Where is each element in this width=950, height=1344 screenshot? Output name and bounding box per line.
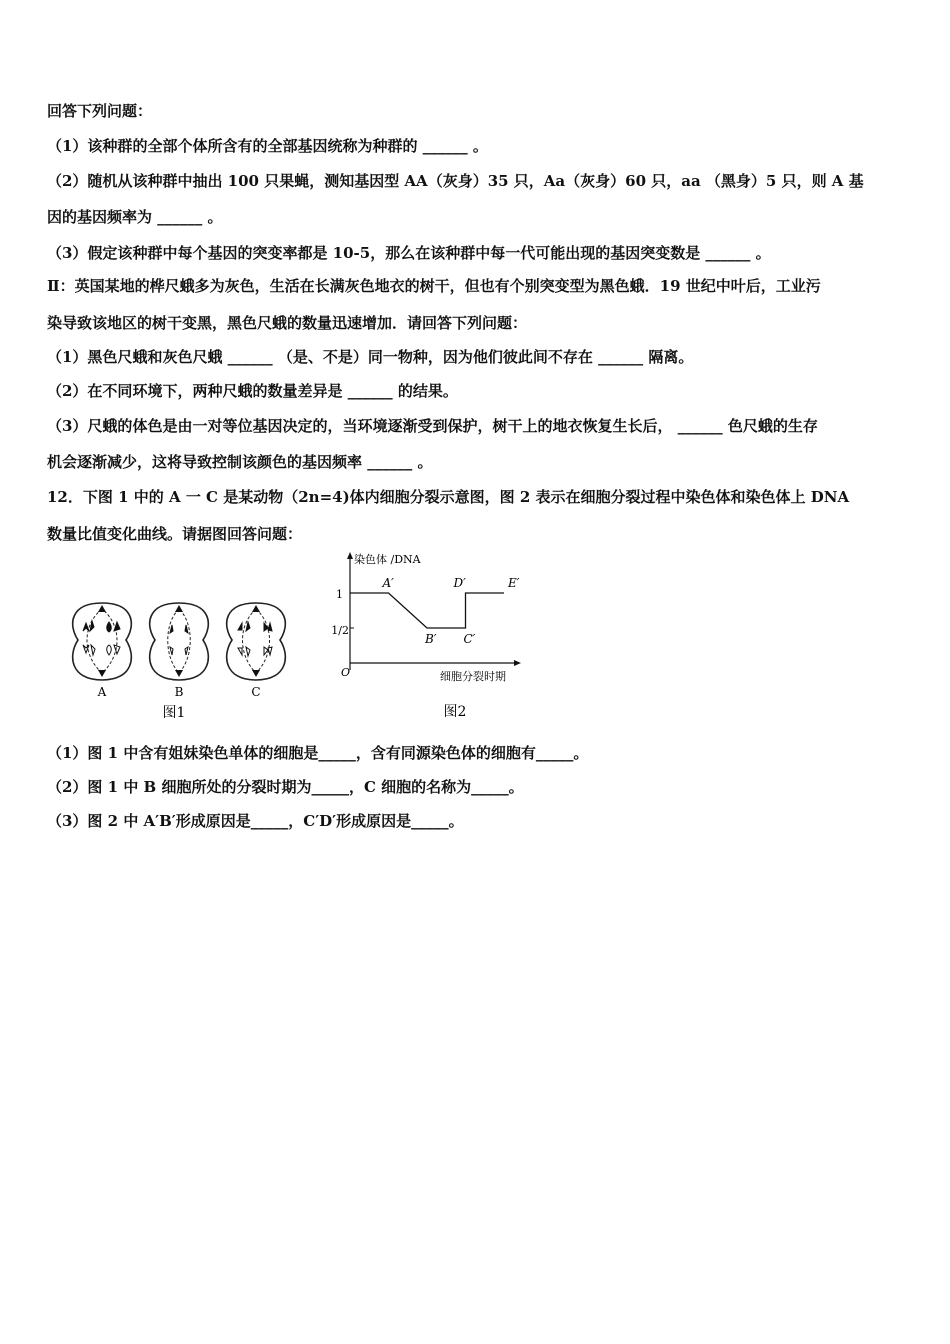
text-line: 染导致该地区的树干变黑，黑色尺蛾的数量迅速增加．请回答下列问题： <box>47 314 528 332</box>
text-line: 数量比值变化曲线。请据图回答问题： <box>47 525 303 543</box>
section-heading: Ⅱ：英国某地的桦尺蛾多为灰色，生活在长满灰色地衣的树干，但也有个别突变型为黑色蛾．19 世纪中叶后，工业污 <box>47 277 821 295</box>
origin-label: O <box>341 666 351 679</box>
question-number-line: 12．下图 1 中的 A 一 C 是某动物（2n=4)体内细胞分裂示意图，图 2 表示在细胞分裂过程中染色体和染色体上 DNA <box>47 488 850 506</box>
cell-label-b: B <box>174 685 184 699</box>
figure-1-caption: 图1 <box>162 705 186 721</box>
y-axis-label: 染色体 /DNA <box>354 553 421 566</box>
question-line: （3）尺蛾的体色是由一对等位基因决定的，当环境逐渐受到保护，树干上的地衣恢复生长后， ______ 色尺蛾的生存 <box>47 417 818 435</box>
question-line: （1）黑色尺蛾和灰色尺蛾 ______ （是、不是）同一物种，因为他们彼此间不存在 ______ 隔离。 <box>47 348 694 366</box>
text-line: 回答下列问题： <box>47 102 153 120</box>
question-line: （2）图 1 中 B 细胞所处的分裂时期为_____，C 细胞的名称为_____。 <box>47 778 524 796</box>
figure-1-cells <box>62 595 302 725</box>
question-line: 因的基因频率为 ______ 。 <box>47 208 223 226</box>
point-label: E′ <box>508 576 520 590</box>
figure-2-caption: 图2 <box>443 704 467 720</box>
y-axis-arrow <box>347 552 353 559</box>
cell-b <box>150 603 209 680</box>
question-line: （1）该种群的全部个体所含有的全部基因统称为种群的 ______ 。 <box>47 137 488 155</box>
x-axis-label: 细胞分裂时期 <box>440 670 506 683</box>
cell-label-c: C <box>251 685 261 699</box>
cell-label-a: A <box>97 685 107 699</box>
point-label: A′ <box>382 576 394 590</box>
ratio-series-line <box>350 593 504 628</box>
question-line: （2）在不同环境下，两种尺蛾的数量差异是 ______ 的结果。 <box>47 382 458 400</box>
question-line: （3）图 2 中 A′B′形成原因是_____，C′D′形成原因是_____。 <box>47 812 464 830</box>
y-tick-label: 1/2 <box>331 624 349 637</box>
point-label: D′ <box>453 576 466 590</box>
point-label: B′ <box>425 632 437 646</box>
cell-c <box>227 603 286 680</box>
y-tick-label: 1 <box>336 588 343 601</box>
x-axis-arrow <box>514 660 521 666</box>
question-line: 机会逐渐减少，这将导致控制该颜色的基因频率 ______ 。 <box>47 453 433 471</box>
question-line: （3）假定该种群中每个基因的突变率都是 10-5，那么在该种群中每一代可能出现的基因突变数是 ______ 。 <box>47 244 771 262</box>
point-label: C′ <box>463 632 476 646</box>
cell-a <box>73 603 132 680</box>
figure-2-chart <box>325 548 535 723</box>
question-line: （2）随机从该种群中抽出 100 只果蝇，测知基因型 AA（灰身）35 只，Aa（灰身）60 只，aa （黑身）5 只，则 A 基 <box>47 172 864 190</box>
question-line: （1）图 1 中含有姐妹染色单体的细胞是_____，含有同源染色体的细胞有_____。 <box>47 744 589 762</box>
